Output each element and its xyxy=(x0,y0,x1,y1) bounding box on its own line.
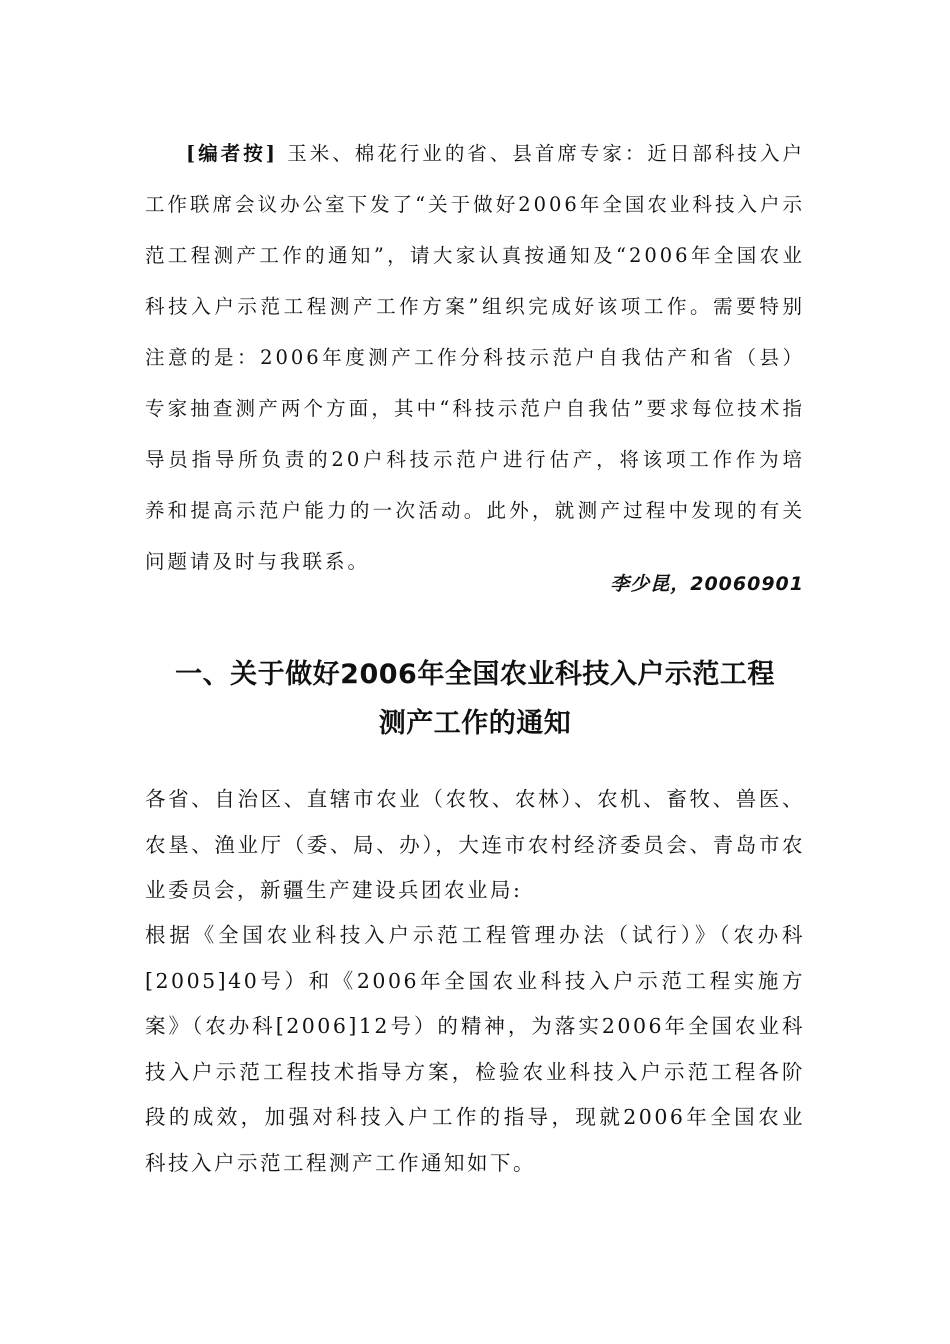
notice-heading-line-2: 测产工作的通知 xyxy=(378,708,572,739)
signature: 李少昆，20060901 xyxy=(610,573,804,595)
addressee-paragraph: 各省、自治区、直辖市农业（农牧、农林）、农机、畜牧、兽医、农垦、渔业厅（委、局、办），大连市农村经济委员会、青岛市农业委员会，新疆生产建设兵团农业局: xyxy=(145,787,805,902)
notice-heading-line-1: 一、关于做好2006年全国农业科技入户示范工程 xyxy=(175,659,775,690)
editor-note-label: [编者按] xyxy=(186,142,279,165)
editor-note-text: 玉米、棉花行业的省、县首席专家：近日部科技入户工作联席会议办公室下发了“关于做好2006年全国农业科技入户示范工程测产工作的通知”，请大家认真按通知及“2006年全国农业科技入户示范工程测产工作方案”组织完成好该项工作。需要特别注意的是：2006年度测产工作分科技示范户自我估产和省（县）专家抽查测产两个方面，其中“科技示范户自我估”要求每位技术指导员指导所负责的20户科技示范户进行估产，将该项工作作为培养和提高示范户能力的一次活动。此外，就测产过程中发现的有关问题请及时与我联系。 xyxy=(145,142,806,573)
notice-heading xyxy=(145,650,805,748)
main-paragraph: 根据《全国农业科技入户示范工程管理办法（试行）》（农办科[2005]40号）和《2006年全国农业科技入户示范工程实施方案》（农办科[2006]12号）的精神，为落实2006年全国农业科技入户示范工程技术指导方案，检验农业科技入户示范工程各阶段的成效，加强对科技入户工作的指导，现就2006年全国农业科技入户示范工程测产工作通知如下。 xyxy=(145,923,805,1175)
editor-note xyxy=(145,128,805,587)
